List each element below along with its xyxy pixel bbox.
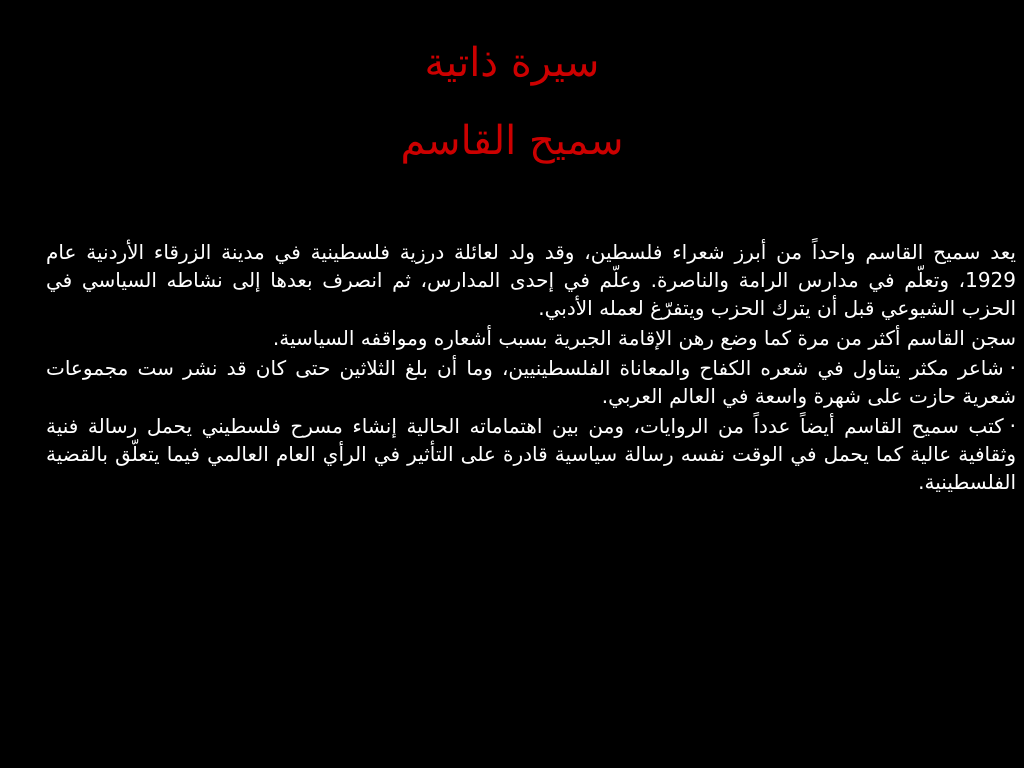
slide-title: سيرة ذاتية (424, 40, 600, 86)
paragraph-imprisonment (46, 324, 1016, 352)
bullet-icon: · (1009, 414, 1016, 438)
paragraph-text: سجن القاسم أكثر من مرة كما وضع رهن الإقامة الجبرية بسبب أشعاره ومواقفه السياسية. (272, 326, 1016, 350)
bullet-paragraph-poetry (46, 354, 1016, 410)
slide-subtitle: سميح القاسم (400, 118, 624, 164)
paragraph-biography (46, 238, 1016, 322)
paragraph-text: كتب سميح القاسم أيضاً عدداً من الروايات، ومن بين اهتماماته الحالية إنشاء مسرح فلسطيني يحمل رسالة فنية وثقافية عالية كما يحمل في الوقت نفسه رسالة سياسية قادرة على التأثير في الرأي العام العالمي فيما يتعلّق بالقضية الفلسطينية. (46, 414, 1016, 494)
bullet-paragraph-novels (46, 412, 1016, 496)
paragraph-text: يعد سميح القاسم واحداً من أبرز شعراء فلسطين، وقد ولد لعائلة درزية فلسطينية في مدينة الزرقاء الأردنية عام 1929، وتعلّم في مدارس الرامة والناصرة. وعلّم في إحدى المدارس، ثم انصرف بعدها إلى نشاطه السياسي في الحزب الشيوعي قبل أن يترك الحزب ويتفرّغ لعمله الأدبي. (46, 240, 1016, 320)
body-text (46, 238, 1016, 498)
title-block (0, 40, 1024, 196)
paragraph-text: شاعر مكثر يتناول في شعره الكفاح والمعاناة الفلسطينيين، وما أن بلغ الثلاثين حتى كان قد نشر ست مجموعات شعرية حازت على شهرة واسعة في العالم العربي. (46, 356, 1016, 408)
bullet-icon: · (1009, 356, 1016, 380)
